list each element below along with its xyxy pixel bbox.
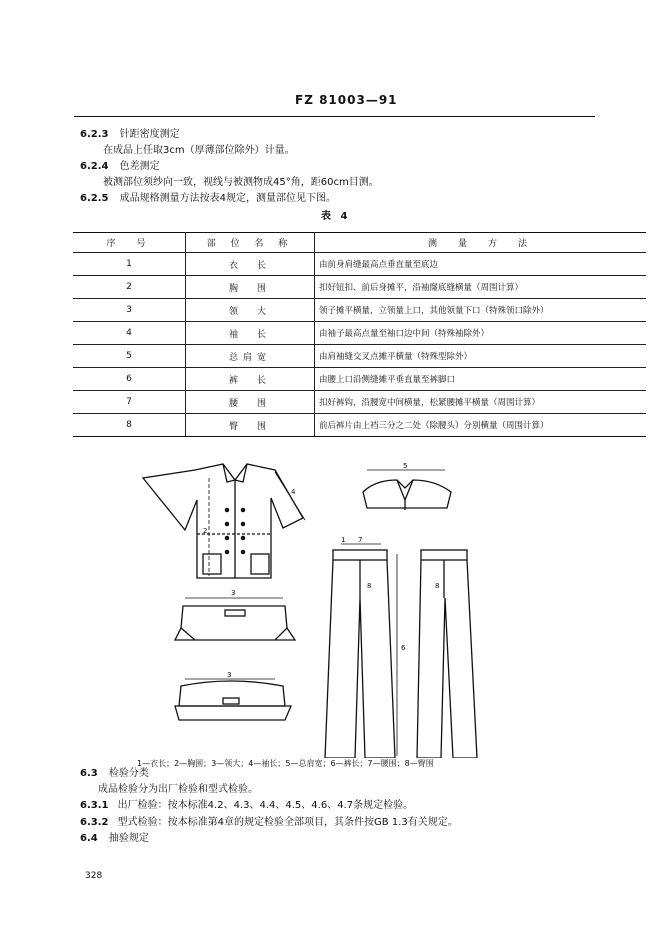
row-part: 臀 围	[186, 414, 315, 437]
row-index: 3	[73, 299, 186, 322]
mark-8: 8	[367, 582, 372, 590]
section-number: 6.3.2	[80, 817, 109, 828]
row-method: 由袖子最高点量至袖口边中间（特殊袖除外）	[315, 322, 647, 345]
section-6-3-2	[80, 816, 458, 829]
section-title: 检验分类	[108, 768, 149, 779]
table-row	[73, 276, 646, 299]
section-title: 型式检验：按本标准第4章的规定检验全部项目，其条件按GB 1.3有关规定。	[117, 817, 458, 828]
mark-3-stand: 3	[227, 671, 232, 679]
standard-code: FZ 81003—91	[295, 93, 398, 107]
section-number: 6.4	[80, 833, 98, 844]
shirt-drawing	[363, 470, 451, 510]
mark-4: 4	[291, 488, 296, 496]
page-number: 328	[85, 871, 103, 881]
mark-6: 6	[401, 644, 406, 652]
row-method: 扣好钮扣、前后身摊平，沿袖窿底缝横量（周围计算）	[315, 276, 647, 299]
table-row	[73, 253, 646, 276]
row-part: 腰 围	[186, 391, 315, 414]
row-part: 领 大	[186, 299, 315, 322]
header-index: 序 号	[73, 233, 186, 253]
section-6-3-1	[80, 799, 413, 812]
section-number: 6.3	[80, 768, 98, 779]
row-method: 领子摊平横量，立领量上口，其他领量下口（特殊领口除外）	[315, 299, 647, 322]
section-title: 抽验规定	[108, 833, 149, 844]
section-6-3-text: 成品检验分为出厂检验和型式检验。	[98, 784, 258, 795]
row-method: 由腰上口沿侧缝摊平垂直量至裤脚口	[315, 368, 647, 391]
section-number: 6.2.4	[80, 161, 109, 172]
table-row	[73, 322, 646, 345]
section-number: 6.3.1	[80, 800, 109, 811]
row-index: 6	[73, 368, 186, 391]
mark-8-back: 8	[435, 582, 440, 590]
figure-caption: 1—衣长；2—胸围；3—领大；4—袖长；5—总肩宽；6—裤长；7—腰围；8—臀围	[137, 759, 434, 768]
row-index: 8	[73, 414, 186, 437]
row-index: 5	[73, 345, 186, 368]
section-6-2-4	[80, 160, 160, 173]
row-method: 扣好裤钩，沿腰宽中间横量，松紧腰摊平横量（周围计算）	[315, 391, 647, 414]
trousers-front-drawing	[325, 544, 397, 758]
section-number: 6.2.5	[80, 193, 109, 204]
table-row	[73, 414, 646, 437]
mark-5: 5	[403, 462, 408, 470]
row-part: 裤 长	[186, 368, 315, 391]
row-index: 1	[73, 253, 186, 276]
section-6-2-5	[80, 192, 336, 205]
section-title: 成品规格测量方法按表4规定，测量部位见下图。	[119, 193, 337, 204]
table-row	[73, 391, 646, 414]
section-6-2-4-text: 被测部位须纱向一致，视线与被测物成45°角，距60cm目测。	[103, 177, 379, 188]
section-title: 出厂检验：按本标准4.2、4.3、4.4、4.5、4.6、4.7条规定检验。	[117, 800, 414, 811]
section-title: 针距密度测定	[119, 129, 180, 140]
garment-measurement-figure	[135, 458, 515, 758]
mark-3: 3	[231, 589, 236, 597]
row-method: 由肩袖缝交叉点摊平横量（特殊型除外）	[315, 345, 647, 368]
mark-7: 7	[358, 536, 363, 544]
stand-collar-drawing	[175, 679, 291, 720]
section-number: 6.2.3	[80, 129, 109, 140]
section-title: 色差测定	[119, 161, 160, 172]
section-6-2-3	[80, 128, 180, 141]
mark-2: 2	[203, 527, 208, 535]
row-part: 胸 围	[186, 276, 315, 299]
table-row	[73, 368, 646, 391]
table-caption: 表 4	[321, 211, 351, 222]
measurement-table	[73, 232, 646, 437]
row-part: 总肩宽	[186, 345, 315, 368]
row-part: 衣 长	[186, 253, 315, 276]
section-6-3	[80, 767, 149, 780]
row-method: 由前身肩缝最高点垂直量至底边	[315, 253, 647, 276]
table-header-row	[73, 233, 646, 253]
header-method: 测 量 方 法	[315, 233, 647, 253]
row-index: 7	[73, 391, 186, 414]
mark-1: 1	[341, 536, 346, 544]
row-method: 前后裤片由上裆三分之二处（除腰头）分别横量（周围计算）	[315, 414, 647, 437]
section-6-4	[80, 832, 149, 845]
row-part: 袖 长	[186, 322, 315, 345]
jacket-drawing	[143, 464, 305, 578]
header-rule	[74, 116, 595, 117]
row-index: 4	[73, 322, 186, 345]
row-index: 2	[73, 276, 186, 299]
table-row	[73, 299, 646, 322]
collar-drawing	[175, 598, 295, 640]
trousers-back-drawing	[417, 550, 477, 758]
table-row	[73, 345, 646, 368]
section-6-2-3-text: 在成品上任取3cm（厚薄部位除外）计量。	[103, 145, 295, 156]
header-part: 部 位 名 称	[186, 233, 315, 253]
